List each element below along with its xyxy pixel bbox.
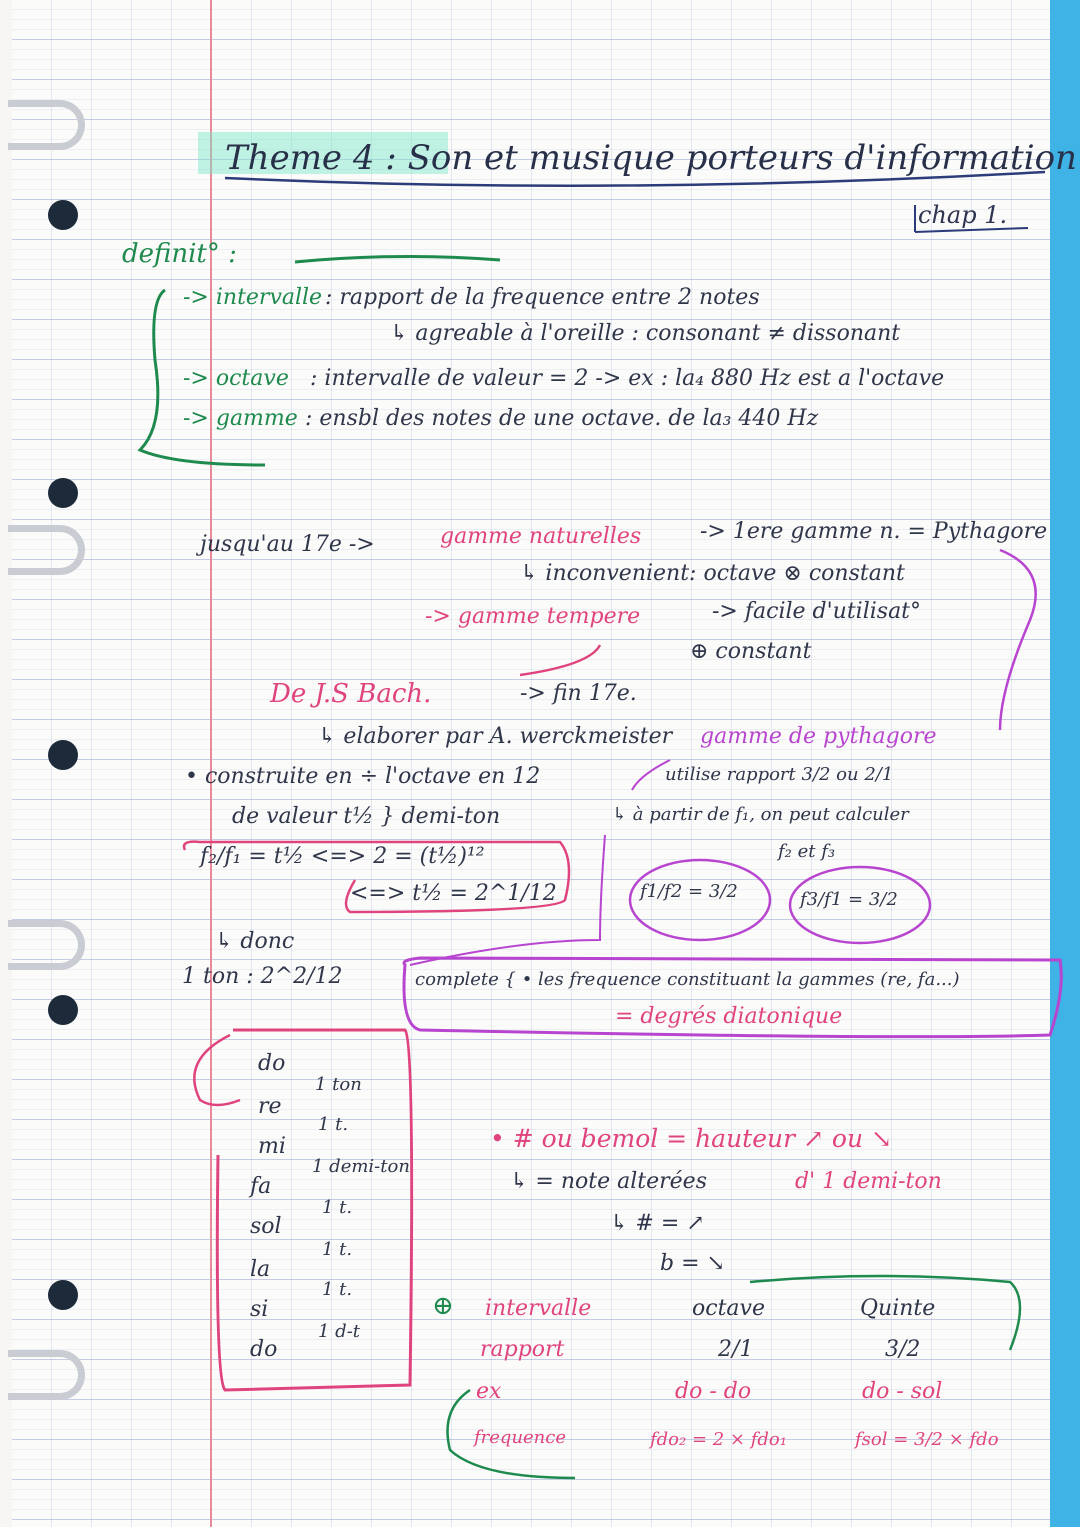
table-label: ex xyxy=(476,1379,502,1404)
binder-hole xyxy=(48,995,78,1025)
alteration-line: d' 1 demi-ton xyxy=(795,1169,942,1194)
binder-ring xyxy=(8,100,85,150)
table-label: rapport xyxy=(480,1337,565,1362)
scale-note: do xyxy=(258,1051,286,1076)
history-prefix: jusqu'au 17e -> xyxy=(200,532,375,557)
table-cell: octave xyxy=(692,1296,765,1321)
binder-ring xyxy=(8,525,85,575)
scale-step: 1 t. xyxy=(322,1239,353,1260)
bach-label: De J.S Bach. xyxy=(270,679,432,709)
scale-note: re xyxy=(258,1094,282,1119)
alteration-line: • # ou bemol = hauteur ↗ ou ↘ xyxy=(490,1124,892,1153)
inconvenient: ↳ inconvenient: octave ⊗ constant xyxy=(520,561,905,586)
scale-note: mi xyxy=(258,1134,286,1159)
table-cell: do - sol xyxy=(862,1379,943,1404)
table-cell: fsol = 3/2 × fdo xyxy=(855,1429,999,1450)
facile-utilisation: -> facile d'utilisat° xyxy=(712,599,922,624)
table-cell: 2/1 xyxy=(718,1337,754,1362)
definition-term: -> intervalle xyxy=(183,285,323,310)
definition-text: : intervalle de valeur = 2 -> ex : la₄ 880 Hz est a l'octave xyxy=(310,366,945,391)
binder-hole xyxy=(48,1280,78,1310)
bach-end: -> fin 17e. xyxy=(520,681,637,706)
definitions-heading: definit° : xyxy=(122,239,237,269)
page-edge xyxy=(1050,0,1080,1527)
pythagore-note: utilise rapport 3/2 ou 2/1 xyxy=(665,764,894,785)
table-cell: 3/2 xyxy=(885,1337,921,1362)
construite: • construite en ÷ l'octave en 12 xyxy=(185,764,541,789)
valeur-demi-ton: de valeur t½ } demi-ton xyxy=(232,804,501,829)
ton-formula: 1 ton : 2^2/12 xyxy=(182,964,343,989)
scale-note: fa xyxy=(250,1174,272,1199)
scale-note: do xyxy=(250,1337,278,1362)
donc: ↳ donc xyxy=(215,929,295,954)
table-label: frequence xyxy=(474,1427,567,1448)
scale-note: si xyxy=(250,1297,269,1322)
alteration-line: ↳ = note alterées xyxy=(510,1169,707,1194)
gamme-temperee: -> gamme tempere xyxy=(425,604,641,629)
pythagore-label: gamme de pythagore xyxy=(700,724,937,749)
chapter-label: chap 1. xyxy=(918,201,1008,229)
fraction-f3-f1: f3/f1 = 3/2 xyxy=(800,889,898,910)
alteration-flat: b = ↘ xyxy=(660,1251,725,1276)
binder-hole xyxy=(48,478,78,508)
werckmeister: ↳ elaborer par A. werckmeister xyxy=(318,724,673,749)
page-title: Theme 4 : Son et musique porteurs d'information xyxy=(225,138,1077,178)
binder-ring xyxy=(8,920,85,970)
scale-note: sol xyxy=(250,1214,282,1239)
binder-ring xyxy=(8,1350,85,1400)
table-cell: do - do xyxy=(675,1379,752,1404)
scale-note: la xyxy=(250,1257,271,1282)
definition-text: : rapport de la frequence entre 2 notes xyxy=(325,285,760,310)
scale-step: 1 ton xyxy=(315,1074,362,1095)
scale-step: 1 d-t xyxy=(318,1321,361,1342)
binder-hole xyxy=(48,200,78,230)
binder-hole xyxy=(48,740,78,770)
scale-step: 1 t. xyxy=(318,1114,349,1135)
pythagore-calc: ↳ à partir de f₁, on peut calculer xyxy=(612,804,909,825)
table-cell: Quinte xyxy=(860,1296,936,1321)
scale-step: 1 t. xyxy=(322,1197,353,1218)
pythagore-first: -> 1ere gamme n. = Pythagore xyxy=(700,519,1048,544)
formula-1: f₂/f₁ = t½ <=> 2 = (t½)¹² xyxy=(200,844,485,869)
pythagore-calc2: f₂ et f₃ xyxy=(778,841,836,862)
constant-plus: ⊕ constant xyxy=(690,639,812,664)
definition-term: -> octave xyxy=(183,366,289,391)
plus-icon: ⊕ xyxy=(432,1291,454,1321)
scale-step: 1 demi-ton xyxy=(312,1156,410,1177)
definition-text: ↳ agreable à l'oreille : consonant ≠ dissonant xyxy=(390,321,901,346)
alteration-sharp: ↳ # = ↗ xyxy=(610,1211,705,1236)
definition-text: : ensbl des notes de une octave. de la₃ 440 Hz xyxy=(305,406,819,431)
fraction-f1-f2: f1/f2 = 3/2 xyxy=(640,881,738,902)
formula-2: <=> t½ = 2^1/12 xyxy=(350,881,557,906)
complete-note: complete { • les frequence constituant la gammes (re, fa...) xyxy=(415,969,960,990)
degres-diatonique: = degrés diatonique xyxy=(615,1004,843,1029)
table-label: intervalle xyxy=(485,1296,592,1321)
scale-step: 1 t. xyxy=(322,1279,353,1300)
gamme-naturelles: gamme naturelles xyxy=(440,524,642,549)
definition-term: -> gamme xyxy=(183,406,298,431)
table-cell: fdo₂ = 2 × fdo₁ xyxy=(650,1429,787,1450)
